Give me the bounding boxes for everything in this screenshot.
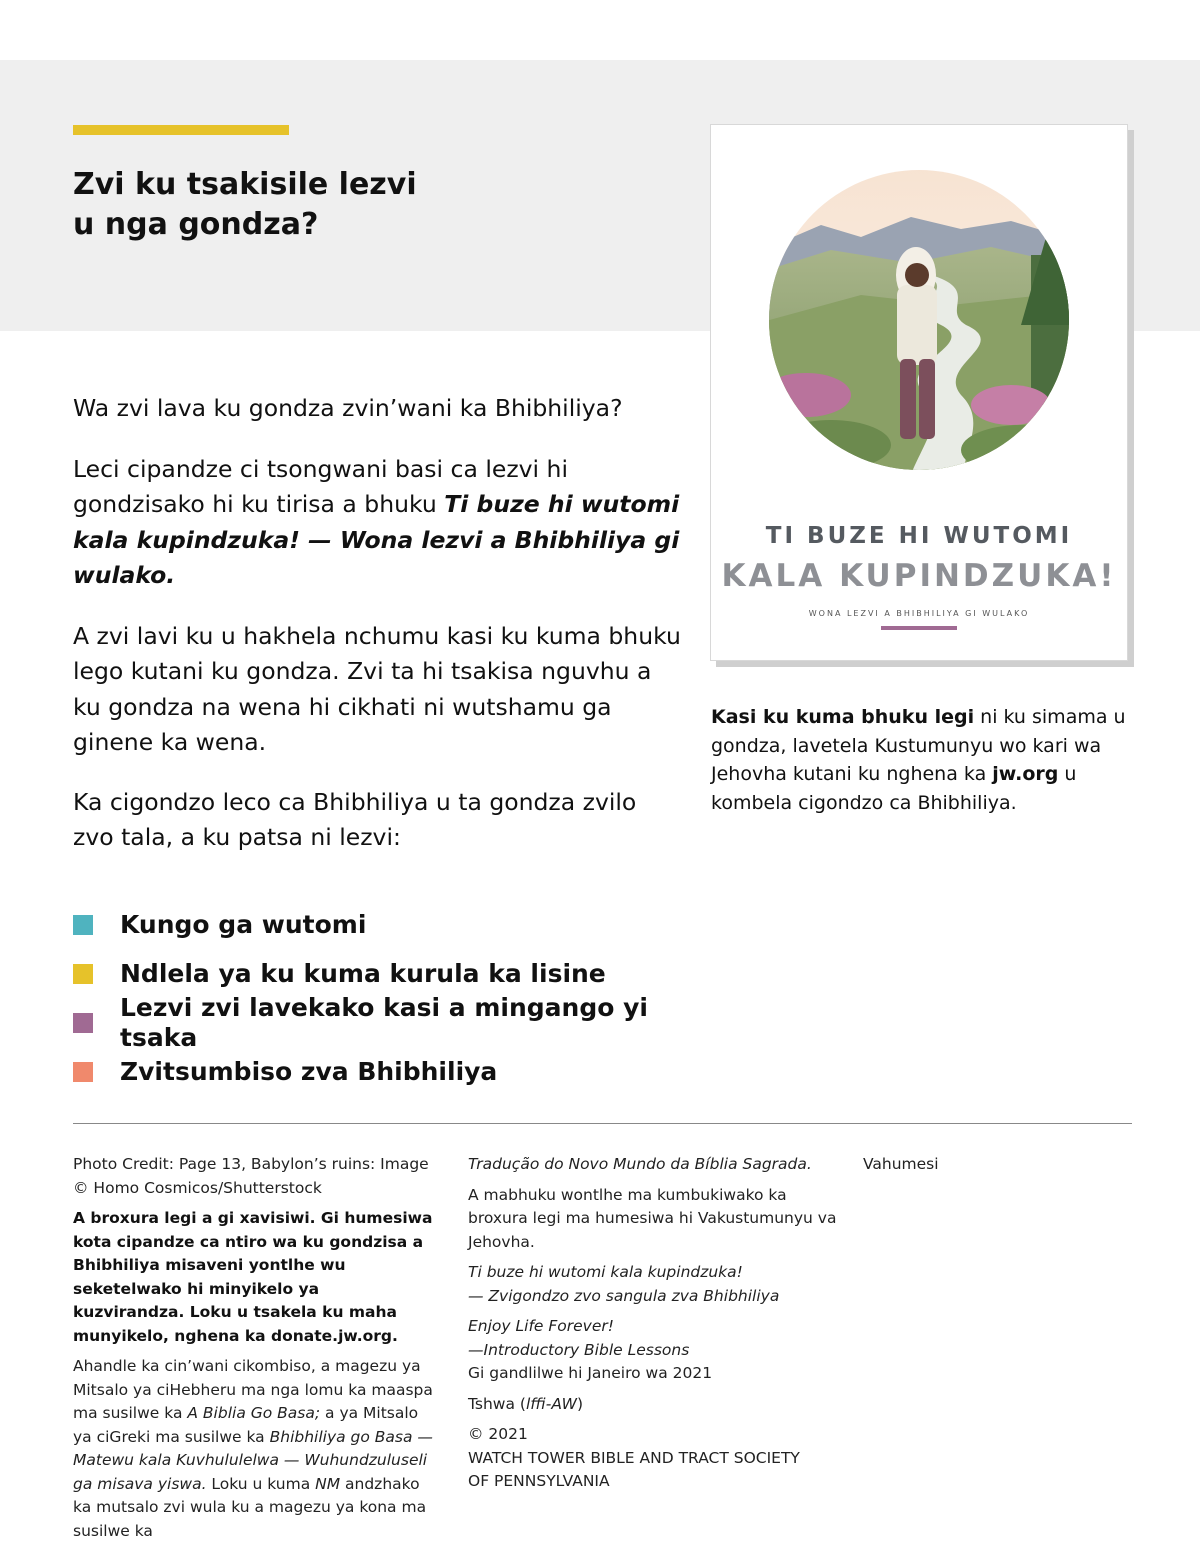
intro-paragraph-topics: Ka cigondzo leco ca Bhibhiliya u ta gondza zvilo zvo tala, a ku patsa ni lezvi: xyxy=(73,787,637,851)
site-link[interactable]: jw.org xyxy=(992,763,1059,785)
intro-text xyxy=(73,391,683,881)
list-item: Ndlela ya ku kuma kurula ka lisine xyxy=(73,949,713,998)
book-title: Ti buze hi wutomi kala kupindzuka! — Wona lezvi a Bhibhiliya gi wulako. xyxy=(73,490,680,589)
page-title: Zvi ku tsakisile lezvi u nga gondza? xyxy=(73,167,417,242)
topic-list xyxy=(73,900,713,1096)
side-note: Kasi ku kuma bhuku legi ni ku simama u gondza, lavetela Kustumunyu wo kari wa Jehovha kutani ku nghena ka jw.org u kombela cigondzo ca Bhibhiliya. xyxy=(711,706,1126,814)
local-title: Ti buze hi wutomi kala kupindzuka! — Zvigondzo zvo sangula zva Bhibhiliya xyxy=(468,1263,780,1305)
donation-note: A broxura legi a gi xavisiwi. Gi humesiwa kota cipandze ca ntiro wa ku gondzisa a Bhibhiliya misaveni yontlhe wu seketelwako hi minyikelo ya kuzvirandza. Loku u tsakela ku maha munyikelo, nghena ka donate.jw.org. xyxy=(73,1209,433,1345)
book-cover xyxy=(710,124,1128,661)
footer-column-3 xyxy=(863,1153,1123,1184)
intro-paragraph-free: A zvi lavi ku u hakhela nchumu kasi ku kuma bhuku lego kutani ku gondza. Zvi ta hi tsakisa nguvhu a ku gondza na wena hi cikhati ni wutshamu ga ginene ka wena. xyxy=(73,621,681,756)
divider xyxy=(73,1123,1132,1124)
square-bullet-icon xyxy=(73,1062,93,1082)
square-bullet-icon xyxy=(73,964,93,984)
cover-accent-line xyxy=(881,626,957,630)
square-bullet-icon xyxy=(73,915,93,935)
photo-credit: Photo Credit: Page 13, Babylon’s ruins: Image © Homo Cosmicos/Shutterstock xyxy=(73,1155,429,1197)
bible-versions-note-cont: Tradução do Novo Mundo da Bíblia Sagrada. xyxy=(468,1155,812,1173)
accent-bar xyxy=(73,125,289,135)
square-bullet-icon xyxy=(73,1013,93,1033)
list-item: Lezvi zvi lavekako kasi a mingango yi tsaka xyxy=(73,998,713,1047)
language-code: Tshwa (lffi-AW) xyxy=(468,1394,584,1413)
english-title: Enjoy Life Forever! —Introductory Bible Lessons Gi gandlilwe hi Janeiro wa 2021 xyxy=(468,1317,713,1382)
footer-column-2 xyxy=(468,1153,843,1501)
publications-note: A mabhuku wontlhe ma kumbukiwako ka broxura legi ma humesiwa hi Vakustumunyu va Jehovha. xyxy=(468,1185,837,1251)
footer-column-1 xyxy=(73,1153,433,1550)
printer-label: Vahumesi xyxy=(863,1155,939,1173)
cover-title-line2: KALA KUPINDZUKA! xyxy=(721,558,1117,594)
cover-subtitle: WONA LEZVI A BHIBHILIYA GI WULAKO xyxy=(808,609,1030,618)
cover-illustration xyxy=(711,125,1127,505)
intro-paragraph-book: Leci cipandze ci tsongwani basi ca lezvi hi gondzisako hi ku tirisa a bhuku Ti buze hi wutomi kala kupindzuka! — Wona lezvi a Bhibhiliya gi wulako. xyxy=(73,454,680,589)
intro-question: Wa zvi lava ku gondza zvin’wani ka Bhibhiliya? xyxy=(73,394,623,422)
bible-versions-note: Ahandle ka cin’wani cikombiso, a magezu ya Mitsalo ya ciHebheru ma nga lomu ka maaspa ma susilwe ka A Biblia Go Basa; a ya Mitsalo ya ciGreki ma susilwe ka Bhibhiliya go Basa — Matewu kala Kuvhululelwa — Wuhundzuluseli ga misava yiswa. Loku u kuma NM andzhako ka mutsalo zvi wula ku a magezu ya kona ma susilwe ka xyxy=(73,1357,433,1540)
cover-title-line1: TI BUZE HI WUTOMI xyxy=(765,523,1073,549)
list-item: Zvitsumbiso zva Bhibhiliya xyxy=(73,1047,713,1096)
list-item: Kungo ga wutomi xyxy=(73,900,713,949)
copyright: © 2021 WATCH TOWER BIBLE AND TRACT SOCIETY OF PENNSYLVANIA xyxy=(468,1425,800,1490)
